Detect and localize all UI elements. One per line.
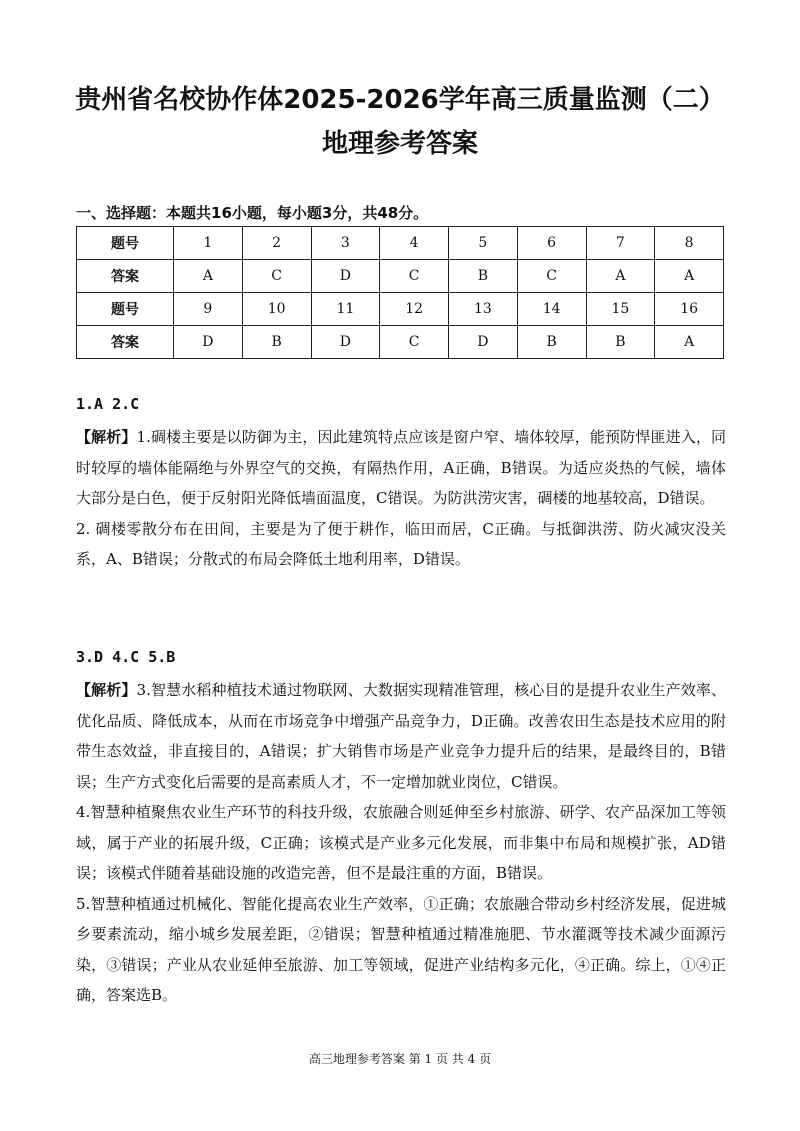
table-cell: 6 [517,227,586,260]
table-cell: A [174,260,243,293]
table-cell: C [517,260,586,293]
table-cell: B [449,260,518,293]
table-cell: 12 [380,293,449,326]
table-cell: 3 [311,227,380,260]
answer-group-1 [76,392,726,575]
row-label: 题号 [77,227,174,260]
table-cell: B [242,326,311,359]
table-cell: D [174,326,243,359]
table-cell: C [380,260,449,293]
document-subtitle: 地理参考答案 [321,129,478,159]
table-cell: C [242,260,311,293]
table-row [77,293,724,326]
row-label: 答案 [77,326,174,359]
explanation-paragraph [76,422,726,514]
explanation-paragraph: 2. 碉楼零散分布在田间，主要是为了便于耕作，临田而居，C正确。与抵御洪涝、防火减灾没关系，A、B错误；分散式的布局会降低土地利用率，D错误。 [76,519,726,568]
table-cell: 15 [586,293,655,326]
table-cell: 1 [174,227,243,260]
answer-table [76,226,724,359]
row-label: 题号 [77,293,174,326]
explanation-tag: 【解析】 [76,681,137,699]
table-cell: A [586,260,655,293]
table-cell: B [517,326,586,359]
explanation-tag: 【解析】 [76,428,137,446]
table-cell: 8 [655,227,724,260]
table-cell: B [586,326,655,359]
explanation-paragraph: 5.智慧种植通过机械化、智能化提高农业生产效率，①正确；农旅融合带动乡村经济发展，促进城乡要素流动，缩小城乡发展差距，②错误；智慧种植通过精准施肥、节水灌溉等技术减少面源污染，③错误；产业从农业延伸至旅游、加工等领域，促进产业结构多元化，④正确。综上，①④正确，答案选B。 [76,894,726,1004]
table-cell: 4 [380,227,449,260]
table-cell: C [380,326,449,359]
table-cell: D [311,326,380,359]
document-title: 贵州省名校协作体2025-2026学年高三质量监测（二） [75,85,725,115]
table-cell: 16 [655,293,724,326]
table-cell: A [655,326,724,359]
explanation-text: 1.碉楼主要是以防御为主，因此建筑特点应该是窗户窄、墙体较厚，能预防悍匪进入，同时较厚的墙体能隔绝与外界空气的交换，有隔热作用，A正确，B错误。为适应炎热的气候，墙体大部分是白色，便于反射阳光降低墙面温度，C错误。为防洪涝灾害，碉楼的地基较高，D错误。 [76,428,726,507]
table-row [77,326,724,359]
explanation-paragraph [76,675,726,797]
page-footer: 高三地理参考答案 第 1 页 共 4 页 [308,1052,492,1066]
table-row [77,227,724,260]
table-cell: 9 [174,293,243,326]
explanation-paragraph: 4.智慧种植聚焦农业生产环节的科技升级，农旅融合则延伸至乡村旅游、研学、农产品深加工等领域，属于产业的拓展升级，C正确；该模式是产业多元化发展，而非集中布局和规模扩张，AD错误；该模式伴随着基础设施的改造完善，但不是最注重的方面，B错误。 [76,803,726,882]
table-cell: 2 [242,227,311,260]
section-heading: 一、选择题：本题共16小题，每小题3分，共48分。 [76,204,429,222]
table-cell: D [449,326,518,359]
table-cell: 7 [586,227,655,260]
answer-summary: 3.D 4.C 5.B [76,648,176,666]
answer-summary: 1.A 2.C [76,395,140,413]
table-cell: 10 [242,293,311,326]
explanation-text: 3.智慧水稻种植技术通过物联网、大数据实现精准管理，核心目的是提升农业生产效率、优化品质、降低成本，从而在市场竞争中增强产品竞争力，D正确。改善农田生态是技术应用的附带生态效益，非直接目的，A错误；扩大销售市场是产业竞争力提升后的结果，是最终目的，B错误；生产方式变化后需要的是高素质人才，不一定增加就业岗位，C错误。 [76,681,726,791]
table-cell: 11 [311,293,380,326]
table-cell: 13 [449,293,518,326]
table-cell: 14 [517,293,586,326]
table-cell: D [311,260,380,293]
table-cell: 5 [449,227,518,260]
table-cell: A [655,260,724,293]
row-label: 答案 [77,260,174,293]
table-row [77,260,724,293]
answer-group-2 [76,645,726,1011]
